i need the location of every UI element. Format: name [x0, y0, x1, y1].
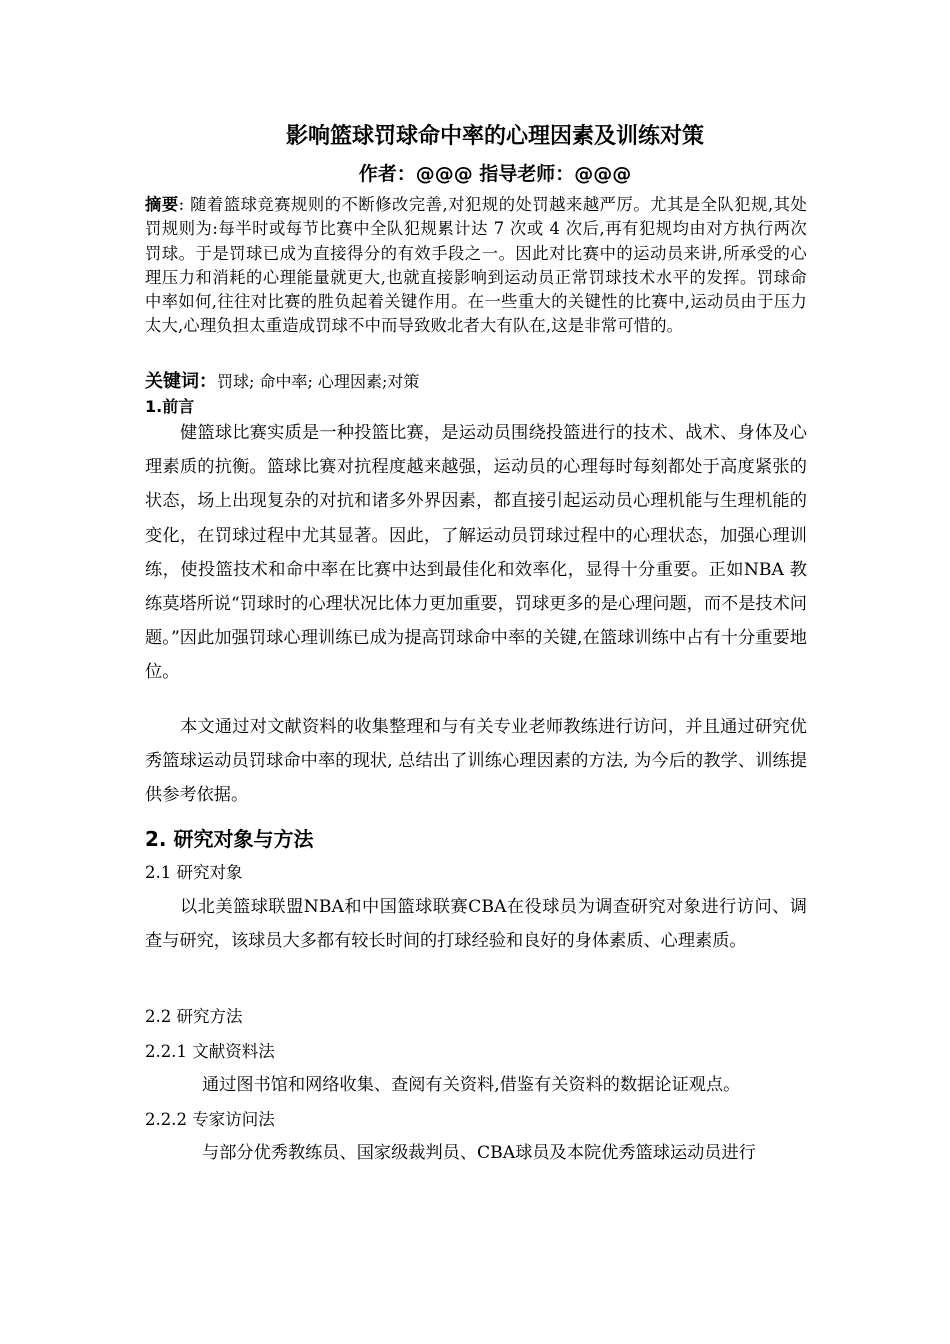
section-2-2-1-heading: 2.2.1 文献资料法: [145, 1042, 275, 1061]
keywords-block: [145, 370, 807, 394]
section-1-paragraph-1: 健篮球比赛实质是一种投篮比赛，是运动员围绕投篮进行的技术、战术、身体及心理素质的抗衡。篮球比赛对抗程度越来越强，运动员的心理每时每刻都处于高度紧张的状态，场上出现复杂的对抗和诸多外界因素，都直接引起运动员心理机能与生理机能的变化，在罚球过程中尤其显著。因此，了解运动员罚球过程中的心理状态，加强心理训练，使投篮技术和命中率在比赛中达到最佳化和效率化，显得十分重要。正如NBA 教练莫塔所说“罚球时的心理状况比体力更加重要，罚球更多的是心理问题，而不是技术问题。”因此加强罚球心理训练已成为提高罚球命中率的关键,在篮球训练中占有十分重要地位。: [145, 423, 807, 683]
section-2-2-1-paragraph: 通过图书馆和网络收集、查阅有关资料,借鉴有关资料的数据论证观点。: [202, 1075, 741, 1095]
paper-title: 影响篮球罚球命中率的心理因素及训练对策: [285, 124, 704, 149]
section-1-heading: 1.前言: [145, 397, 195, 416]
abstract-text: : 随着篮球竞赛规则的不断修改完善,对犯规的处罚越来越严厉。尤其是全队犯规,其处罚规则为:每半时或每节比赛中全队犯规累计达 7 次或 4 次后,再有犯规均由对方执行两次罚球。于是罚球已成为直接得分的有效手段之一。因此对比赛中的运动员来讲,所承受的心理压力和消耗的心理能量就更大,也就直接影响到运动员正常罚球技术水平的发挥。罚球命中率如何,往往对比赛的胜负起着关键作用。在一些重大的关键性的比赛中,运动员由于压力太大,心理负担太重造成罚球不中而导致败北者大有队在,这是非常可惜的。: [145, 195, 807, 336]
section-2-heading: 2. 研究对象与方法: [145, 827, 314, 851]
keywords-text: 罚球; 命中率; 心理因素;对策: [217, 372, 420, 391]
section-1-paragraph-2: 本文通过对文献资料的收集整理和与有关专业老师教练进行访问，并且通过研究优秀篮球运动员罚球命中率的现状, 总结出了训练心理因素的方法, 为今后的教学、训练提供参考依据。: [145, 717, 807, 806]
keywords-label: 关键词：: [145, 371, 217, 392]
author-line: 作者：@@@ 指导老师：@@@: [358, 163, 632, 185]
section-2-2-heading: 2.2 研究方法: [145, 1007, 243, 1026]
abstract-block: [145, 193, 807, 339]
section-2-1-paragraph: 以北美篮球联盟NBA和中国篮球联赛CBA在役球员为调查研究对象进行访问、调查与研究，该球员大多都有较长时间的打球经验和良好的身体素质、心理素质。: [145, 897, 807, 952]
section-2-1-heading: 2.1 研究对象: [145, 863, 243, 882]
abstract-label: 摘要: [145, 195, 179, 214]
section-2-2-2-paragraph: 与部分优秀教练员、国家级裁判员、CBA球员及本院优秀篮球运动员进行: [202, 1143, 756, 1163]
section-2-2-2-heading: 2.2.2 专家访问法: [145, 1110, 275, 1129]
